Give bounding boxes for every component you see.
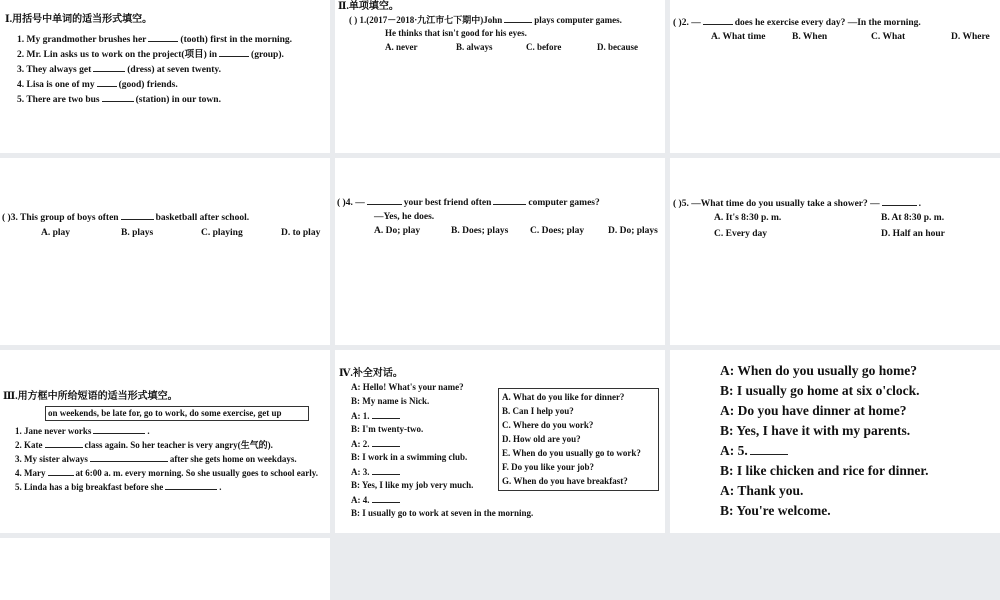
option-a: A. Do; play <box>374 226 421 236</box>
choice-box <box>498 388 659 491</box>
option-b: B. Does; plays <box>451 226 509 236</box>
option-a: A. never <box>385 42 418 52</box>
choice-item: G. When do you have breakfast? <box>502 476 628 486</box>
option-b: B. plays <box>121 228 154 238</box>
question-line: 2. Kate class again. So her teacher is very angry(生气的). <box>15 440 273 450</box>
dialog-line: A: When do you usually go home? <box>720 363 918 378</box>
question-line: 5. There are two bus (station) in our town. <box>17 95 221 105</box>
dialog-line: B: I usually go to work at seven in the morning. <box>351 508 534 518</box>
panel-10-empty <box>0 538 330 600</box>
question-line: 5. Linda has a big breakfast before she . <box>15 482 222 492</box>
section-heading: Ⅲ.用方框中所给短语的适当形式填空。 <box>3 391 178 402</box>
dialog-line: B: Yes, I have it with my parents. <box>720 423 911 438</box>
panel-7 <box>0 350 330 533</box>
question-line: 4. Lisa is one of my (good) friends. <box>17 80 178 90</box>
dialog-line: A: Hello! What's your name? <box>351 382 464 392</box>
option-c: C. Every day <box>714 229 768 239</box>
question-line: 4. Mary at 6:00 a. m. every morning. So she usually goes to school early. <box>15 468 318 478</box>
section-heading: Ⅰ.用括号中单词的适当形式填空。 <box>5 14 153 25</box>
option-c: C. Does; play <box>530 226 585 236</box>
question-line: 3. They always get (dress) at seven twenty. <box>17 65 222 75</box>
option-c: C. What <box>871 32 906 42</box>
panel-5 <box>335 158 665 345</box>
section-heading: Ⅳ.补全对话。 <box>339 368 403 379</box>
phrase-box-text: on weekends, be late for, go to work, do some exercise, get up <box>48 408 282 418</box>
dialog-line: A: 2. <box>351 438 402 449</box>
question-line: ( )5. —What time do you usually take a shower? — . <box>673 199 922 209</box>
dialog-line: A: 3. <box>351 466 402 477</box>
option-b: B. always <box>456 42 493 52</box>
option-d: D. Do; plays <box>608 226 658 236</box>
dialog-line: A: 4. <box>351 494 402 505</box>
question-line: ( )2. — does he exercise every day? —In the morning. <box>673 18 921 28</box>
dialog-line: A: Do you have dinner at home? <box>720 403 907 418</box>
question-line: 2. Mr. Lin asks us to work on the project(项目) in (group). <box>17 50 284 60</box>
option-b: B. At 8:30 p. m. <box>881 213 945 223</box>
answer-line: —Yes, he does. <box>374 212 435 222</box>
panel-9 <box>670 350 1000 533</box>
question-line: 1. My grandmother brushes her (tooth) first in the morning. <box>17 35 293 45</box>
panel-4 <box>0 158 330 345</box>
question-line: ( )4. — your best friend often computer games? <box>337 198 600 208</box>
question-line: 1. Jane never works . <box>15 426 150 436</box>
option-b: B. When <box>792 32 828 42</box>
dialog-line: B: I usually go home at six o'clock. <box>720 383 920 398</box>
question-line: ( )3. This group of boys often basketball after school. <box>2 213 250 223</box>
choice-item: A. What do you like for dinner? <box>502 392 625 402</box>
dialog-line: B: I'm twenty-two. <box>351 424 424 434</box>
panel-8 <box>335 350 665 533</box>
dialog-line: B: I work in a swimming club. <box>351 452 468 462</box>
option-d: D. Half an hour <box>881 229 945 239</box>
option-a: A. play <box>41 228 71 238</box>
choice-item: E. When do you usually go to work? <box>502 448 641 458</box>
dialog-line: A: Thank you. <box>720 483 804 498</box>
question-line: He thinks that isn't good for his eyes. <box>385 28 527 38</box>
phrase-box <box>45 406 309 421</box>
option-d: D. Where <box>951 32 990 42</box>
option-d: D. because <box>597 42 638 52</box>
dialog-line: A: 5. <box>720 443 790 459</box>
panel-6 <box>670 158 1000 345</box>
panel-1 <box>0 0 330 153</box>
option-a: A. It's 8:30 p. m. <box>714 213 782 223</box>
choice-item: D. How old are you? <box>502 434 581 444</box>
panel-3 <box>670 0 1000 153</box>
option-c: C. before <box>526 42 562 52</box>
dialog-line: B: I like chicken and rice for dinner. <box>720 463 929 478</box>
dialog-line: B: My name is Nick. <box>351 396 430 406</box>
choice-item: F. Do you like your job? <box>502 462 595 472</box>
question-line: ( ) 1.(2017－2018·九江市七下期中)John plays computer games. <box>349 15 622 25</box>
choice-item: C. Where do you work? <box>502 420 594 430</box>
option-c: C. playing <box>201 228 243 238</box>
option-d: D. to play <box>281 228 321 238</box>
dialog-line: A: 1. <box>351 410 402 421</box>
section-heading: Ⅱ.单项填空。 <box>338 1 399 12</box>
option-a: A. What time <box>711 32 766 42</box>
dialog-line: B: Yes, I like my job very much. <box>351 480 474 490</box>
choice-item: B. Can I help you? <box>502 406 574 416</box>
dialog-line: B: You're welcome. <box>720 503 831 518</box>
question-line: 3. My sister always after she gets home on weekdays. <box>15 454 297 464</box>
panel-2 <box>335 0 665 153</box>
